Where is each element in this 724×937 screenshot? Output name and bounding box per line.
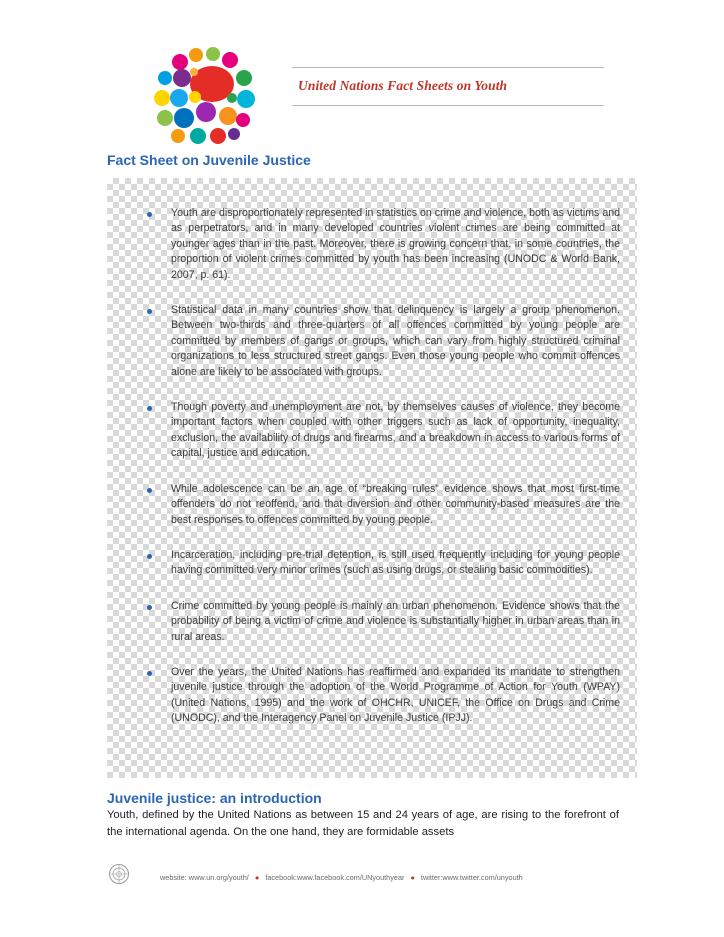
- bullet-text: Statistical data in many countries show that delinquency is largely a group phenomenon. Between two-thirds and three-quarters of all offences committed by young people are committed by members of gangs or groups, which can vary from highly structured criminal organizations to less structured street gangs. Even those young people who commit offences alone are likely to be associated with groups.: [171, 304, 620, 378]
- youth-globe-logo: [150, 42, 260, 152]
- list-item: [147, 482, 620, 528]
- list-item: [147, 548, 620, 579]
- list-item: [147, 665, 620, 727]
- header-rule-bottom: [292, 105, 604, 106]
- list-item: [147, 206, 620, 283]
- bullet-text: Youth are disproportionately represented in statistics on crime and violence, both as victims and as perpetrators, and in many developed countries violent crimes are being committed at younger ages than in the past. Moreover, there is growing concern that, in some countries, the proportion of violent crimes committed by youth has been increasing (UNODC & World Bank, 2007, p. 61).: [171, 207, 620, 281]
- section-title: Juvenile justice: an introduction: [107, 790, 322, 806]
- footer-links: [160, 873, 523, 882]
- bullet-dot-icon: [147, 406, 152, 411]
- intro-paragraph: Youth, defined by the United Nations as between 15 and 24 years of age, are rising to the forefront of the international agenda. On the one hand, they are formidable assets: [107, 809, 619, 838]
- key-facts-list: [147, 206, 620, 747]
- page-header: [0, 0, 724, 150]
- list-item: [147, 400, 620, 462]
- header-rule-top: [292, 67, 604, 68]
- list-item: [147, 599, 620, 645]
- header-title: United Nations Fact Sheets on Youth: [298, 78, 508, 93]
- bullet-text: While adolescence can be an age of “breaking rules” evidence shows that most first-time offenders do not reoffend, and that diversion and other community-based measures are the best responses to offences committed by young people.: [171, 482, 620, 526]
- bullet-text: Though poverty and unemployment are not, by themselves causes of violence, they become important factors when coupled with other triggers such as lack of opportunity, inequality, exclusion, the availability of drugs and firearms, and a breakdown in access to various forms of capital, justice and education.: [171, 401, 620, 460]
- fact-sheet-title: Fact Sheet on Juvenile Justice: [107, 152, 311, 168]
- bullet-text: Incarceration, including pre-trial detention, is still used frequently including for young people having committed very minor crimes (such as using drugs, or stealing basic commodities).: [171, 548, 620, 577]
- bullet-dot-icon: [147, 212, 152, 217]
- un-emblem-icon: [108, 863, 130, 885]
- bullet-dot-icon: [147, 309, 152, 314]
- footer-twitter-link[interactable]: twitter:www.twitter.com/unyouth: [420, 873, 523, 882]
- bullet-dot-icon: [147, 554, 152, 559]
- footer-facebook-link[interactable]: facebook:www.facebook.com/UNyouthyear: [265, 873, 405, 882]
- key-facts-box: [107, 178, 637, 778]
- bullet-text: Over the years, the United Nations has reaffirmed and expanded its mandate to strengthen juvenile justice through the adoption of the World Programme of Action for Youth (WPAY) (United Nations, 1995) and the work of OHCHR, UNICEF, the Office on Drugs and Crime (UNODC), and the Interagency Panel on Juvenile Justice (IPJJ).: [171, 665, 620, 725]
- footer-separator-icon: ●: [410, 873, 415, 882]
- bullet-dot-icon: [147, 671, 152, 676]
- bullet-dot-icon: [147, 605, 152, 610]
- page-footer: [0, 860, 724, 900]
- bullet-text: Crime committed by young people is mainly an urban phenomenon. Evidence shows that the probability of being a victim of crime and violence is substantially higher in urban areas than in rural areas.: [171, 599, 620, 643]
- footer-website-link[interactable]: website: www.un.org/youth/: [160, 873, 249, 882]
- footer-separator-icon: ●: [254, 873, 260, 882]
- list-item: [147, 303, 620, 380]
- bullet-dot-icon: [147, 488, 152, 493]
